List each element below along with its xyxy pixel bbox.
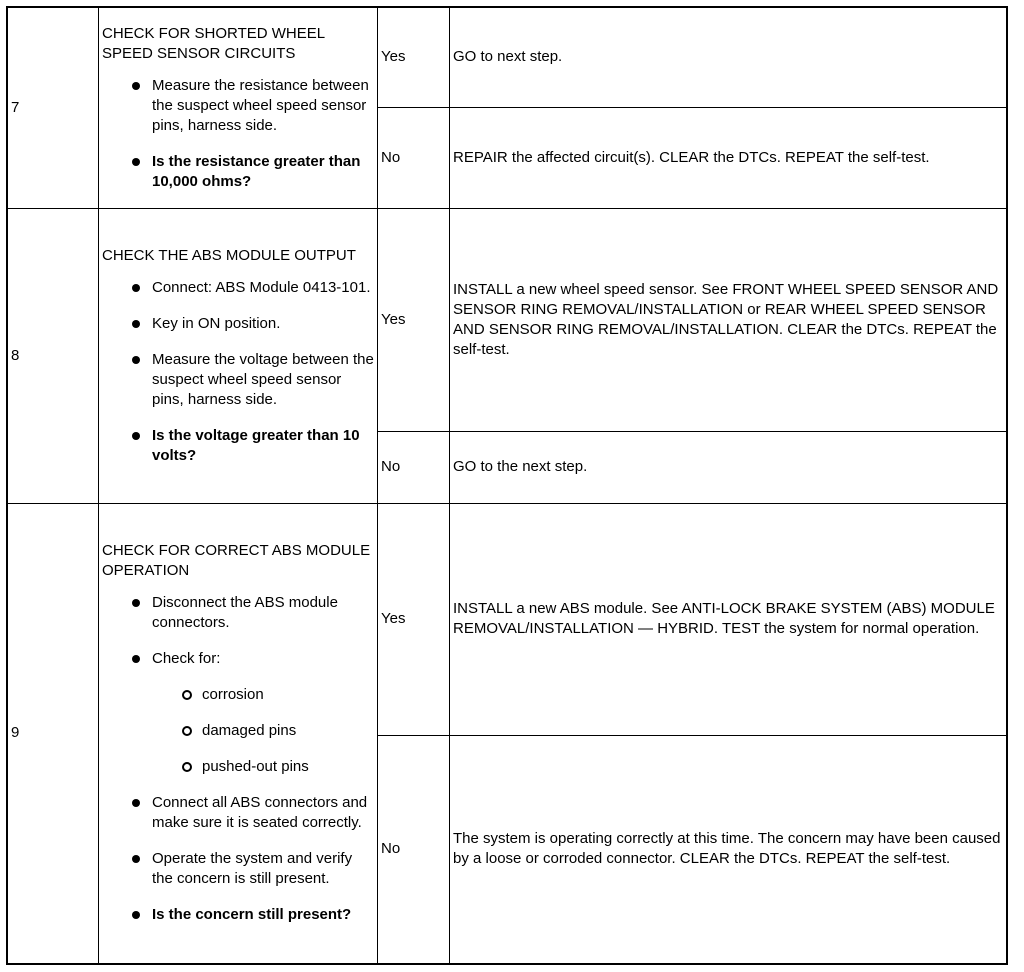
step-9-yes-row	[7, 503, 1007, 735]
check-item-list	[152, 685, 374, 777]
instruction-list	[102, 76, 374, 192]
answer-no: No	[378, 107, 450, 208]
step-7-yes-row	[7, 7, 1007, 107]
step-number: 9	[7, 503, 99, 964]
result-yes: INSTALL a new ABS module. See ANTI-LOCK BRAKE SYSTEM (ABS) MODULE REMOVAL/INSTALLATION — HYBRID. TEST the system for normal operation.	[450, 503, 1008, 735]
result-yes: INSTALL a new wheel speed sensor. See FRONT WHEEL SPEED SENSOR AND SENSOR RING REMOVAL/INSTALLATION or REAR WHEEL SPEED SENSOR AND SENSOR RING REMOVAL/INSTALLATION. CLEAR the DTCs. REPEAT the self-test.	[450, 208, 1008, 431]
step-title: CHECK FOR SHORTED WHEEL SPEED SENSOR CIRCUITS	[102, 24, 325, 62]
result-no: GO to the next step.	[450, 431, 1008, 503]
step-question: Is the voltage greater than 10 volts?	[102, 426, 374, 466]
step-8-yes-row	[7, 208, 1007, 431]
step-question: Is the resistance greater than 10,000 ohms?	[102, 152, 374, 192]
instruction-item: Connect all ABS connectors and make sure it is seated correctly.	[102, 793, 374, 833]
instruction-list	[102, 278, 374, 466]
answer-no: No	[378, 735, 450, 964]
instruction-item: Disconnect the ABS module connectors.	[102, 593, 374, 633]
result-no: The system is operating correctly at this time. The concern may have been caused by a loose or corroded connector. CLEAR the DTCs. REPEAT the self-test.	[450, 735, 1008, 964]
instruction-list	[102, 593, 374, 925]
step-action-cell	[99, 7, 378, 208]
check-item: pushed-out pins	[152, 757, 374, 777]
step-title: CHECK THE ABS MODULE OUTPUT	[102, 246, 356, 264]
step-number: 7	[7, 7, 99, 208]
instruction-item	[102, 649, 374, 777]
diagnostic-procedure-table	[6, 6, 1008, 965]
answer-yes: Yes	[378, 7, 450, 107]
step-action-cell	[99, 503, 378, 964]
result-no: REPAIR the affected circuit(s). CLEAR the DTCs. REPEAT the self-test.	[450, 107, 1008, 208]
answer-yes: Yes	[378, 208, 450, 431]
step-number: 8	[7, 208, 99, 503]
instruction-text: Check for:	[152, 650, 221, 668]
instruction-item: Measure the resistance between the suspect wheel speed sensor pins, harness side.	[102, 76, 374, 136]
result-yes: GO to next step.	[450, 7, 1008, 107]
instruction-item: Key in ON position.	[102, 314, 374, 334]
answer-yes: Yes	[378, 503, 450, 735]
instruction-item: Operate the system and verify the concern is still present.	[102, 849, 374, 889]
step-title: CHECK FOR CORRECT ABS MODULE OPERATION	[102, 542, 371, 580]
step-action-cell	[99, 208, 378, 503]
instruction-item: Measure the voltage between the suspect wheel speed sensor pins, harness side.	[102, 350, 374, 410]
step-question: Is the concern still present?	[102, 905, 374, 925]
check-item: damaged pins	[152, 721, 374, 741]
answer-no: No	[378, 431, 450, 503]
check-item: corrosion	[152, 685, 374, 705]
instruction-item: Connect: ABS Module 0413-101.	[102, 278, 374, 298]
